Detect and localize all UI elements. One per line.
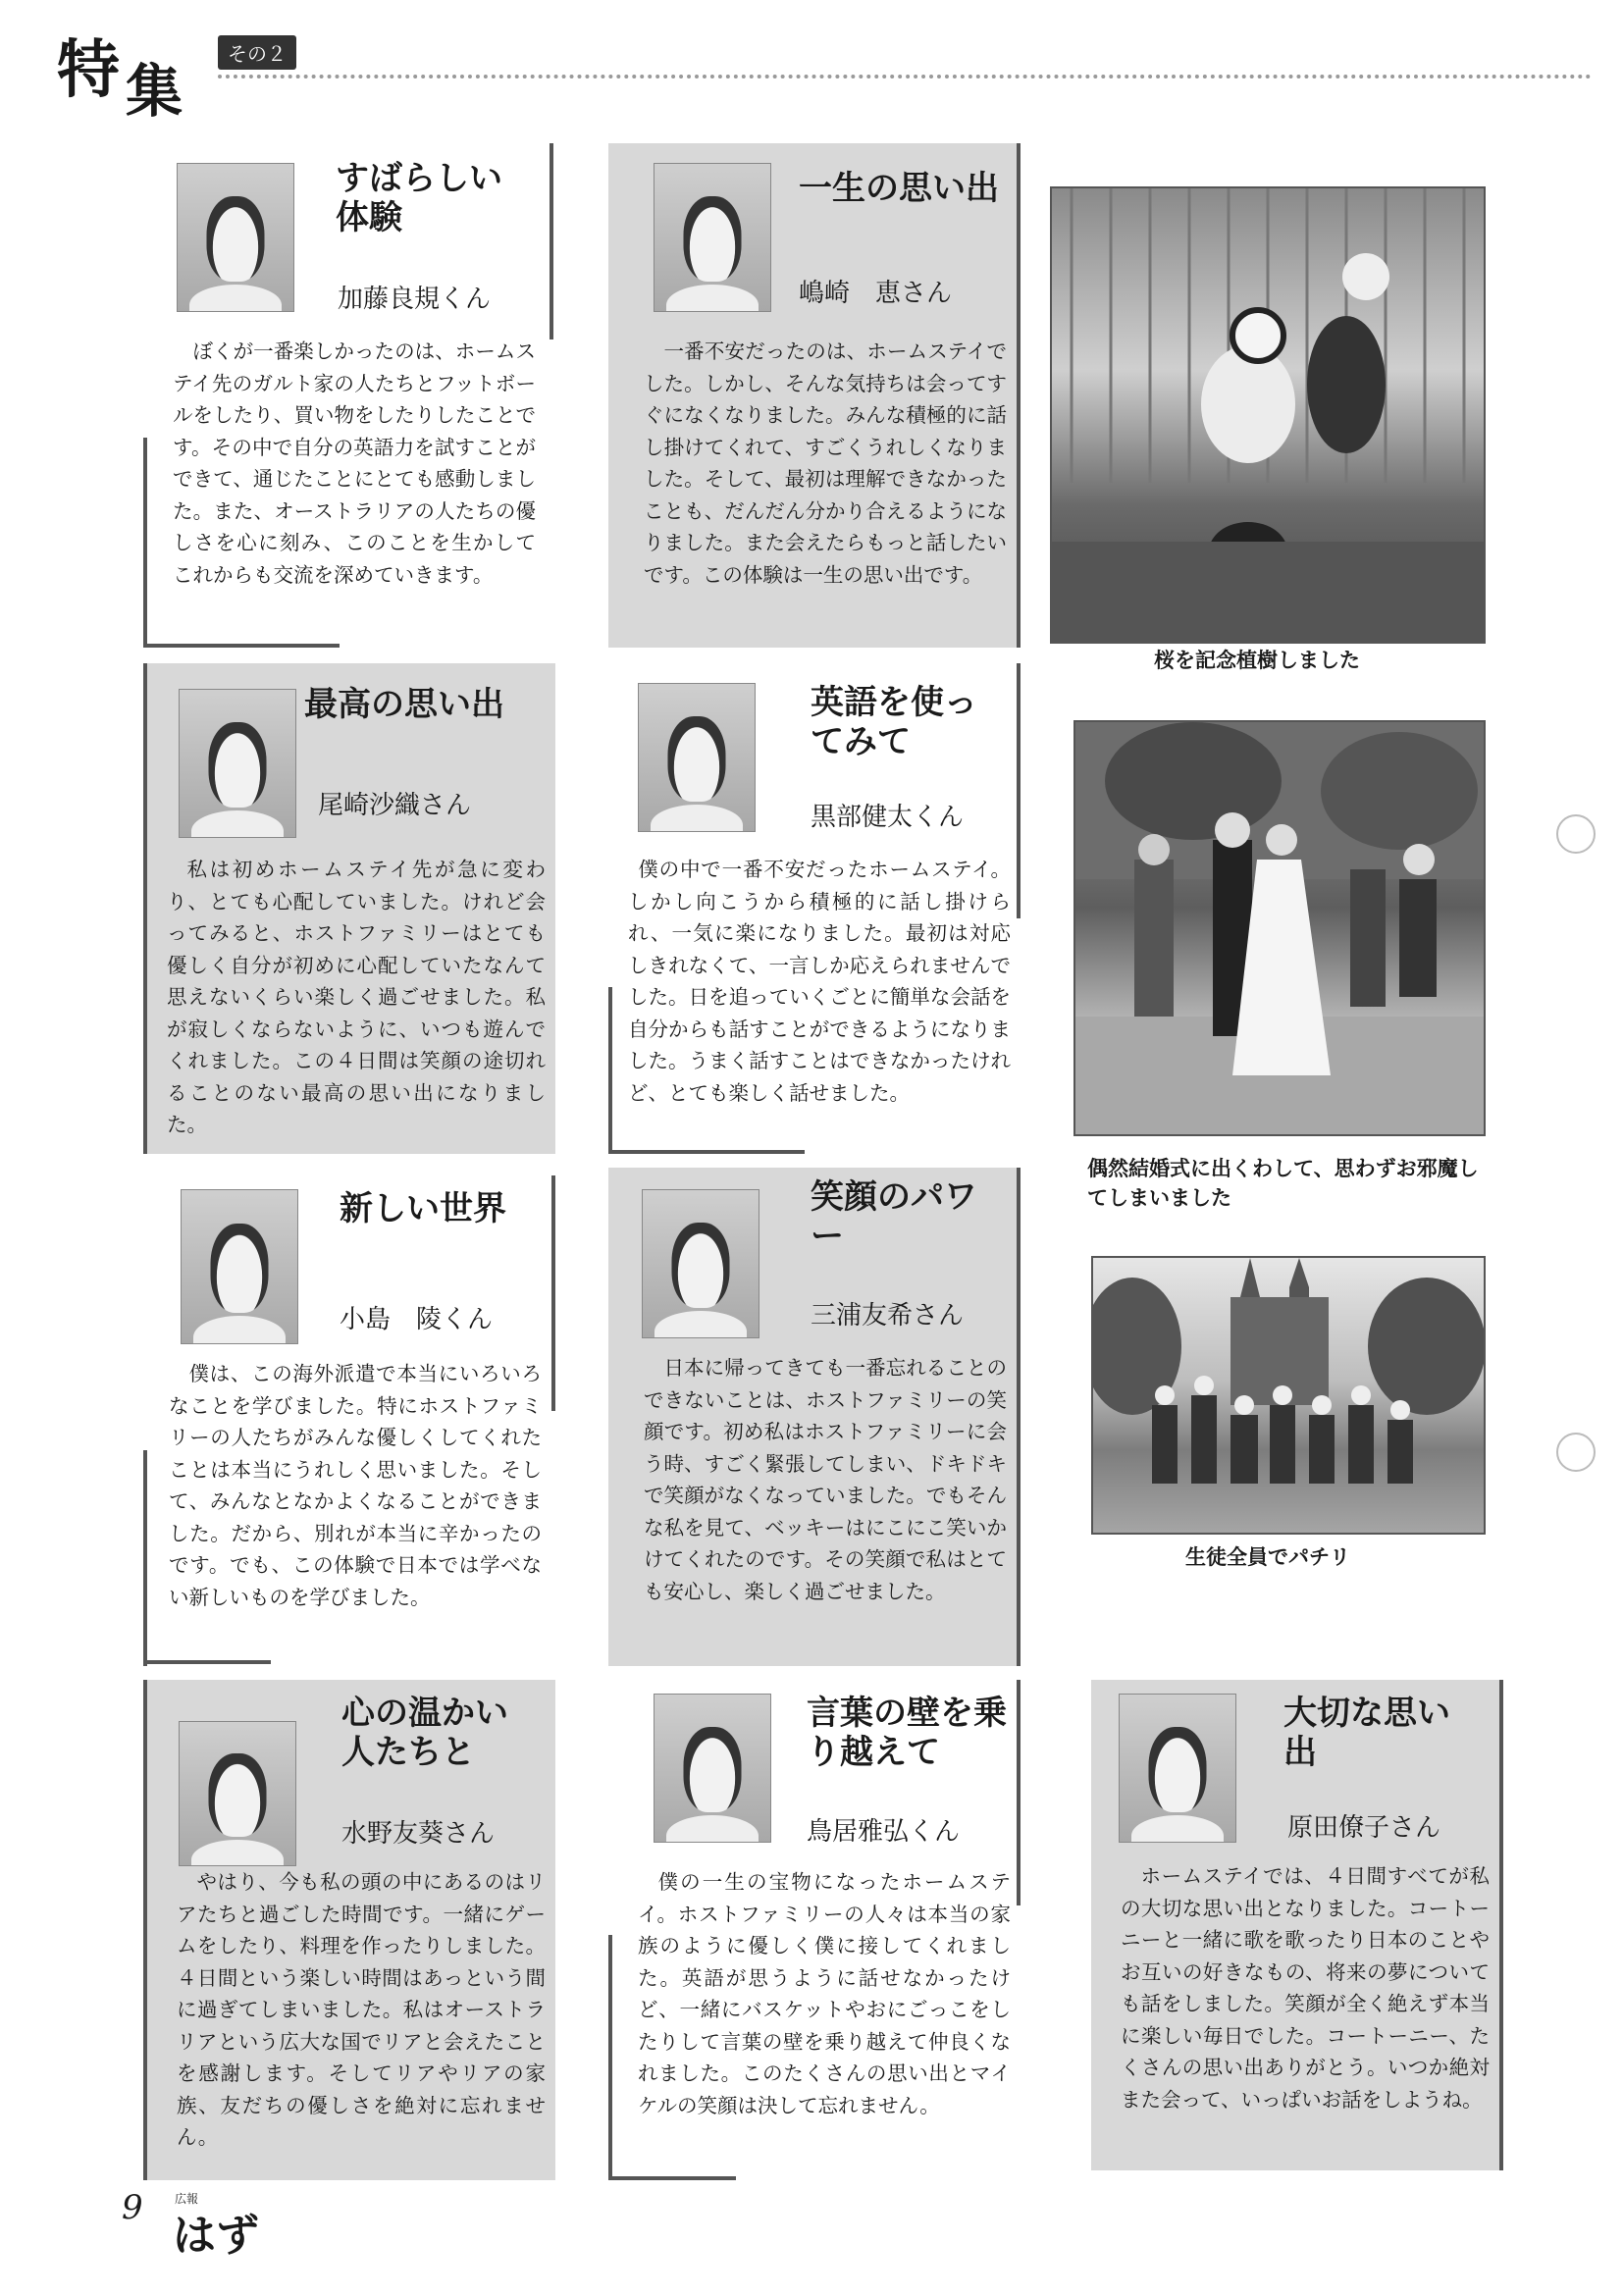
article-body: 私は初めホームステイ先が急に変わり、とても心配していました。けれど会ってみると、ホストファミリーはとても優しく自分が初めに心配していたなんて思えないくらい楽しく過ごせました。私が寂しくならないように、いつも遊んでくれました。この４日間は笑顔の途切れることのない最高の思い出になりました。 — [167, 858, 546, 1136]
binder-hole — [1556, 814, 1596, 854]
student-name: 嶋崎 恵さん — [799, 279, 953, 308]
article-body: ホームステイでは、４日間すべてが私の大切な思い出となりました。コートーニーと一緒に歌を歌ったり日本のことやお互いの好きなもの、将来の夢についても話をしました。笑顔が全く絶えず本当に楽しい毎日でした。コートーニー、たくさんの思い出ありがとう。いつか絶対また会って、いっぱいお話をしようね。 — [1121, 1864, 1490, 2112]
article-title: 言葉の壁を乗り越えて — [807, 1694, 1007, 1772]
student-name: 水野友葵さん — [341, 1819, 496, 1849]
article-card — [143, 1680, 555, 2180]
student-name: 尾崎沙織さん — [318, 791, 472, 820]
student-name: 三浦友希さん — [811, 1301, 965, 1331]
student-name: 鳥居雅弘くん — [807, 1817, 961, 1847]
page-number: 9 — [122, 2188, 143, 2227]
student-portrait — [654, 163, 771, 312]
article-title: 心の温かい人たちと — [341, 1694, 508, 1772]
photo-tree-planting-image — [1052, 188, 1484, 642]
student-portrait — [642, 1189, 759, 1338]
header-kanji-shu: 集 — [126, 58, 183, 125]
publication-label: 広報 — [175, 2192, 199, 2206]
article-body: 日本に帰ってきても一番忘れることのできないことは、ホストファミリーの笑顔です。初め私はホストファミリーに会う時、すごく緊張してしまい、ドキドキで笑顔がなくなっていました。でもそんな私を見て、ベッキーはにこにこ笑いかけてくれたのです。その笑顔で私はとても安心し、楽しく過ごせました。 — [644, 1356, 1007, 1603]
article-title: 最高の思い出 — [304, 685, 504, 724]
header-kanji-toku: 特 — [57, 33, 120, 107]
article-title: 笑顔のパワー — [811, 1177, 977, 1256]
student-portrait — [1119, 1694, 1236, 1843]
student-portrait — [638, 683, 756, 832]
publication-logo: はず — [173, 2211, 259, 2261]
article-body: 一番不安だったのは、ホームステイでした。しかし、そんな気持ちは会ってすぐになくなりました。みんな積極的に話し掛けてくれて、すごくうれしくなりました。そして、最初は理解できなかったことも、だんだん分かり合えるようになりました。また会えたらもっと話したいです。この体験は一生の思い出です。 — [644, 339, 1007, 587]
article-body: やはり、今も私の頭の中にあるのはリアたちと過ごした時間です。一緒にゲームをしたり、料理を作ったりしました。４日間という楽しい時間はあっという間に過ぎてしまいました。私はオーストラリアという広大な国でリアと会えたことを感謝します。そしてリアやリアの家族、友だちの優しさを絶対に忘れません。 — [177, 1870, 546, 2149]
article-title: 新しい世界 — [340, 1189, 506, 1228]
article-card — [608, 663, 1021, 1154]
article-card — [608, 143, 1021, 648]
article-title: すばらしい体験 — [336, 159, 502, 237]
student-portrait — [179, 1721, 296, 1866]
article-title: 英語を使ってみて — [811, 683, 977, 761]
article-title: 大切な思い出 — [1283, 1694, 1450, 1772]
article-body: 僕の一生の宝物になったホームステイ。ホストファミリーの人々は本当の家族のように優しく僕に接してくれました。英語が思うように話せなかったけど、一緒にバスケットやおにごっこをしたりして言葉の壁を乗り越えて仲良くなれました。このたくさんの思い出とマイケルの笑顔は決して忘れません。 — [638, 1870, 1011, 2117]
article-card — [143, 143, 550, 648]
article-body: ぼくが一番楽しかったのは、ホームステイ先のガルト家の人たちとフットボールをしたり、買い物をしたりしたことです。その中で自分の英語力を試すことができて、通じたことにとても感動しました。また、オーストラリアの人たちの優しさを心に刻み、このことを生かしてこれからも交流を深めていきます。 — [173, 339, 536, 587]
student-portrait — [179, 689, 296, 838]
article-body: 僕は、この海外派遣で本当にいろいろなことを学びました。特にホストファミリーの人たちがみんな優しくしてくれたことは本当にうれしく思いました。そして、みんなとなかよくなることができました。だから、別れが本当に辛かったのです。でも、この体験で日本では学べない新しいものを学びました。 — [169, 1362, 542, 1609]
article-card — [1091, 1680, 1503, 2170]
student-name: 加藤良規くん — [338, 285, 492, 314]
student-portrait — [654, 1694, 771, 1843]
photo-caption: 偶然結婚式に出くわして、思わずお邪魔してしまいました — [1087, 1157, 1479, 1210]
student-name: 黒部健太くん — [811, 803, 965, 832]
photo-group-image — [1093, 1258, 1484, 1533]
article-title: 一生の思い出 — [799, 169, 999, 208]
header-tag: その２ — [218, 35, 296, 70]
article-card — [143, 1175, 555, 1666]
photo-caption: 生徒全員でパチリ — [1185, 1545, 1350, 1569]
article-card — [608, 1680, 1021, 2180]
photo-caption: 桜を記念植樹しました — [1154, 649, 1360, 672]
student-name: 小島 陵くん — [340, 1305, 494, 1334]
student-name: 原田僚子さん — [1287, 1813, 1441, 1843]
student-portrait — [181, 1189, 298, 1344]
photo-wedding-image — [1075, 722, 1484, 1134]
student-portrait — [177, 163, 294, 312]
header-divider — [218, 75, 1592, 78]
article-card — [608, 1168, 1021, 1666]
article-body: 僕の中で一番不安だったホームステイ。しかし向こうから積極的に話し掛けられ、一気に楽になりました。最初は対応しきれなくて、一言しか応えられませんでした。日を追っていくごとに簡単な会話を自分からも話すことができるようになりました。うまく話すことはできなかったけれど、とても楽しく話せました。 — [628, 858, 1011, 1105]
photo-wedding — [1073, 720, 1486, 1136]
photo-tree-planting — [1050, 186, 1486, 644]
binder-hole — [1556, 1433, 1596, 1472]
photo-group — [1091, 1256, 1486, 1535]
article-card — [143, 663, 555, 1154]
